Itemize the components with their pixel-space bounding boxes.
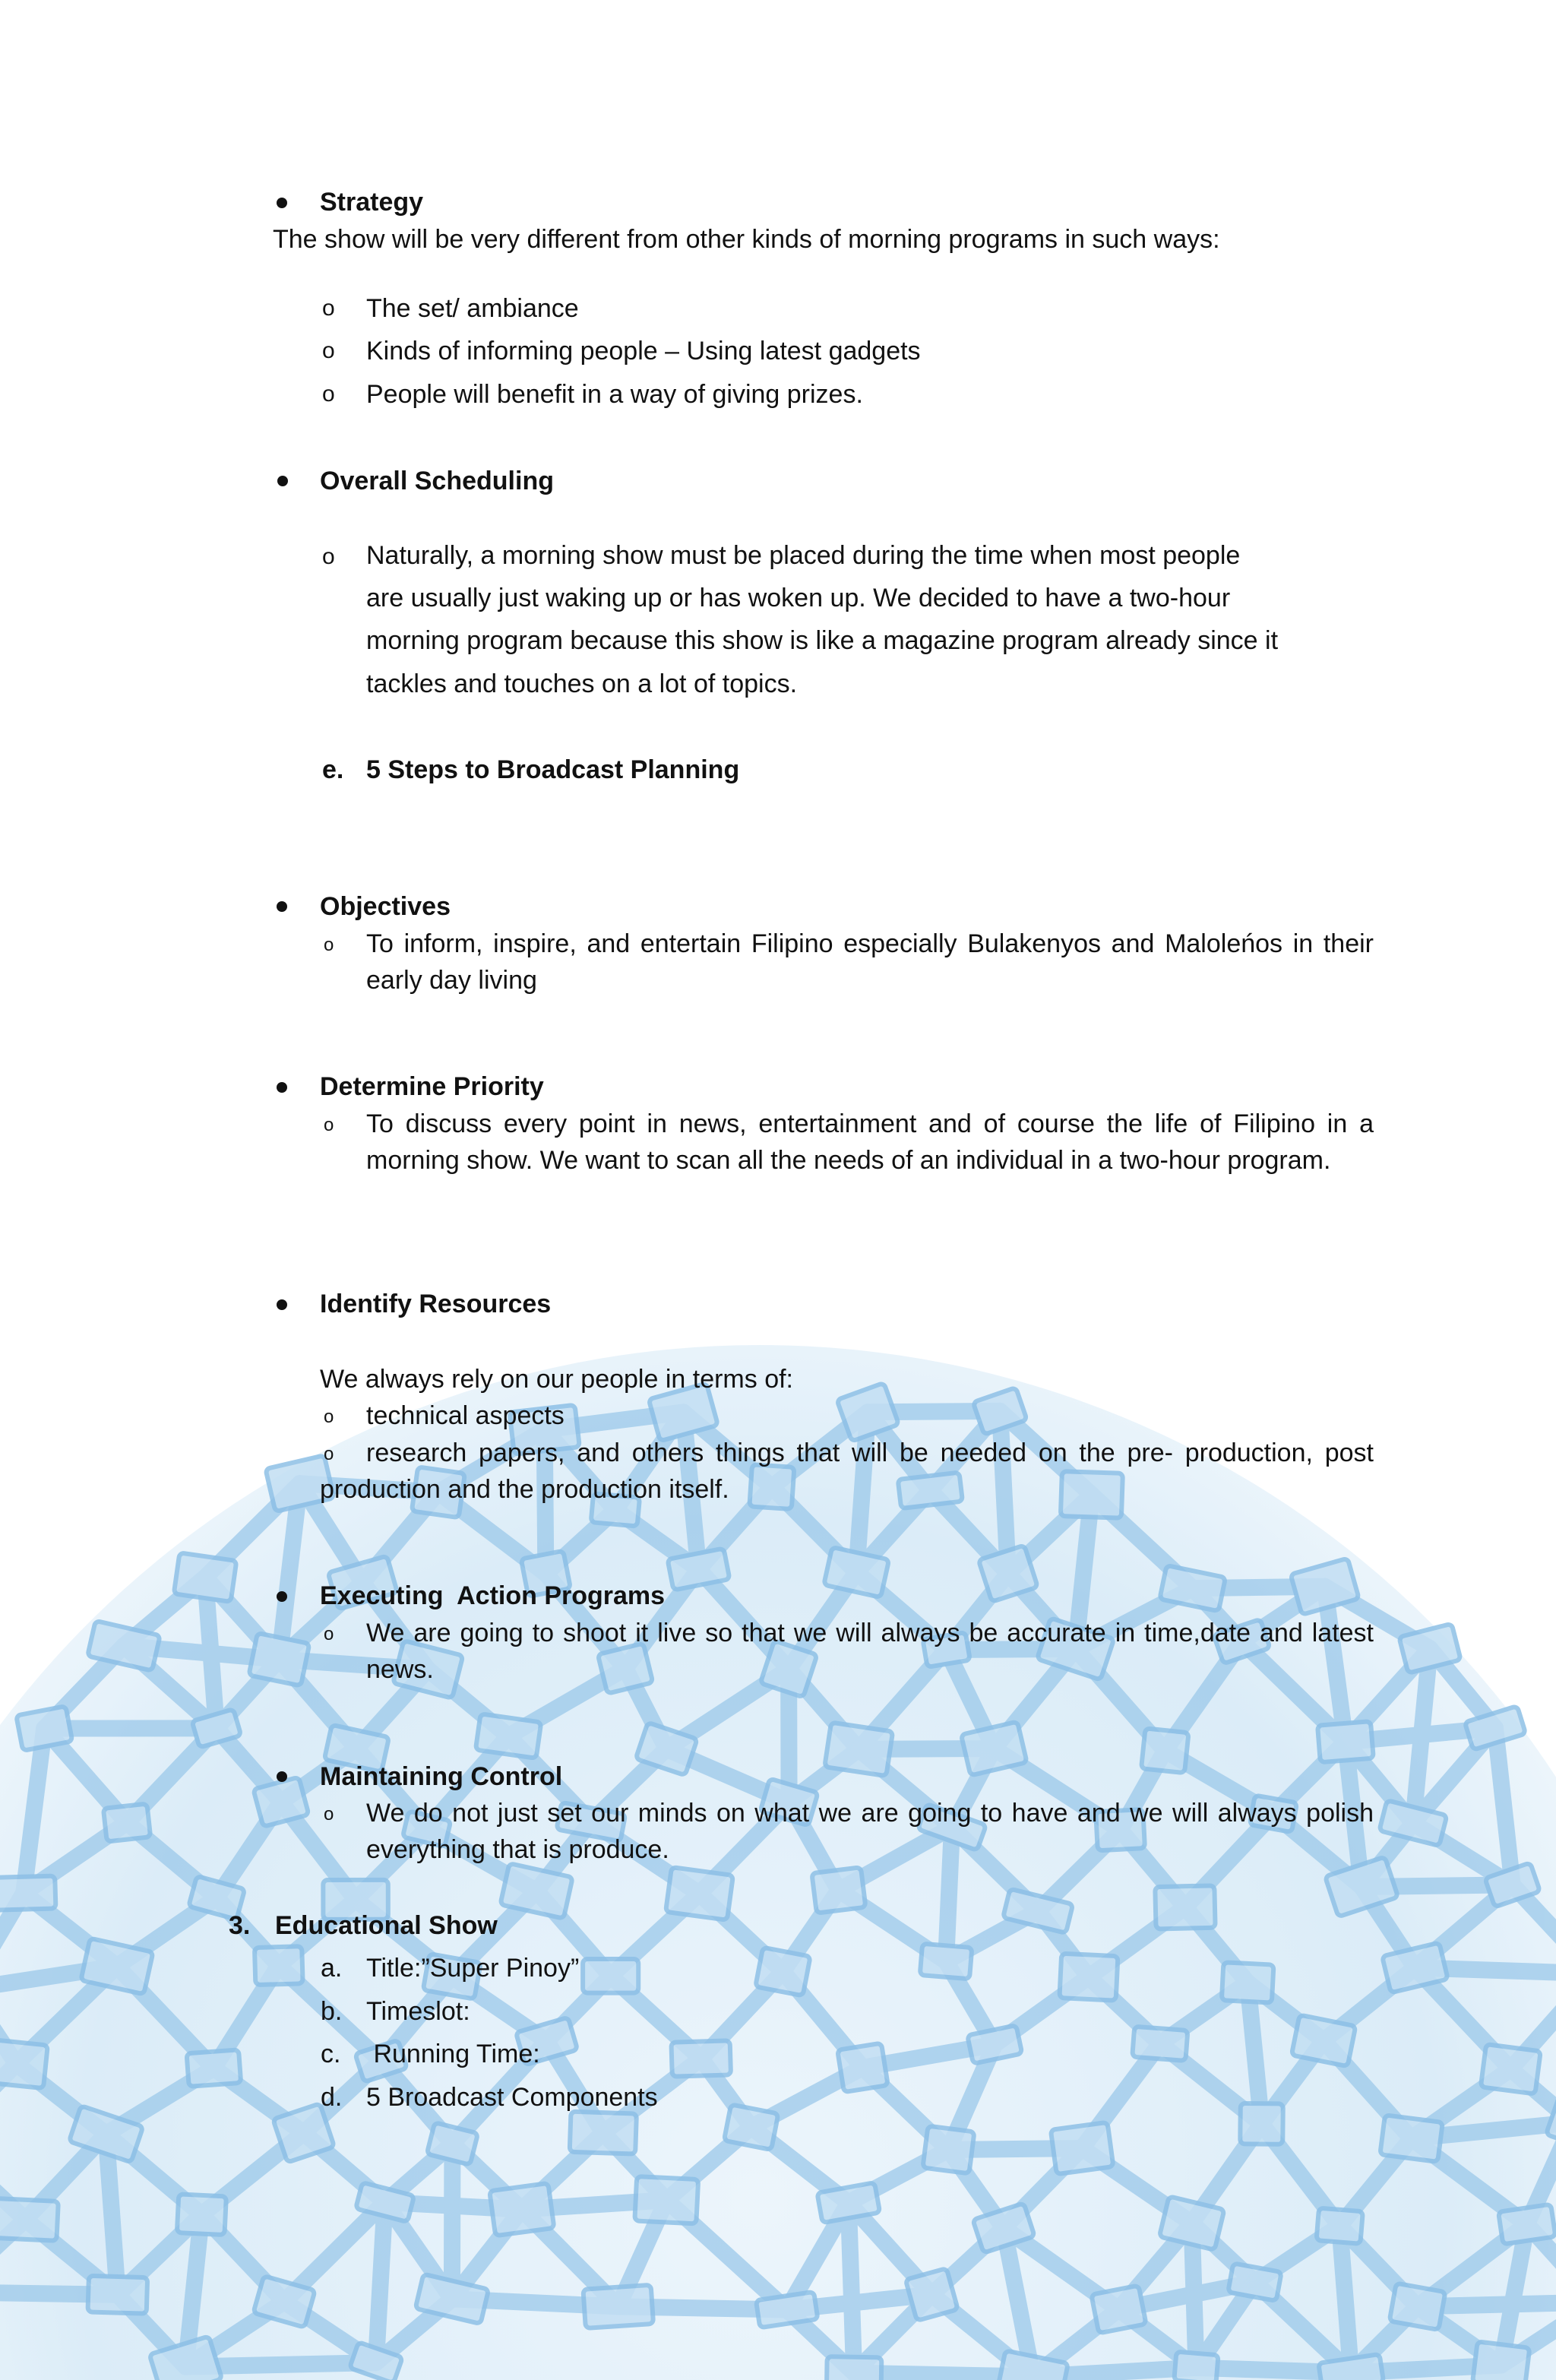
scheduling-line-3: morning program because this show is like a magazine program already since it (366, 626, 1279, 655)
sub-bullet: o (322, 381, 335, 407)
sub-bullet: o (324, 1115, 334, 1135)
resources-intro: We always rely on our people in terms of: (320, 1365, 793, 1394)
sub-bullet: o (322, 544, 335, 569)
educational-item-marker: c. (321, 2040, 341, 2068)
control-heading: Maintaining Control (320, 1762, 563, 1791)
sub-bullet: o (324, 1624, 334, 1644)
bullet-priority (277, 1082, 287, 1093)
scheduling-line-1: Naturally, a morning show must be placed during the time when most people (366, 541, 1241, 570)
educational-item-title: Title:”Super Pinoy” (366, 1954, 580, 1983)
bullet-control (277, 1771, 287, 1782)
bullet-resources (277, 1299, 287, 1310)
priority-heading: Determine Priority (320, 1072, 544, 1101)
bullet-strategy (277, 198, 287, 208)
sub-bullet: o (322, 338, 335, 363)
objectives-heading: Objectives (320, 892, 451, 921)
sub-bullet: o (324, 1804, 334, 1825)
bullet-objectives (277, 901, 287, 912)
strategy-item-1: The set/ ambiance (366, 294, 579, 323)
strategy-intro: The show will be very different from other kinds of morning programs in such ways: (273, 225, 1220, 254)
educational-number: 3. (229, 1911, 251, 1940)
resources-heading: Identify Resources (320, 1290, 552, 1318)
sub-bullet: o (324, 1444, 334, 1464)
educational-heading: Educational Show (275, 1911, 498, 1940)
educational-item-marker: b. (321, 1997, 343, 2026)
strategy-item-3: People will benefit in a way of giving prizes. (366, 380, 863, 409)
bullet-scheduling (277, 476, 288, 486)
executing-heading: Executing Action Programs (320, 1581, 666, 1610)
educational-item-running-time: Running Time: (366, 2040, 540, 2068)
executing-text: We are going to shoot it live so that we will always be accurate in time,date and latest news. (366, 1619, 1374, 1684)
scheduling-heading: Overall Scheduling (320, 467, 554, 495)
educational-item-marker: d. (321, 2083, 343, 2112)
control-text: We do not just set our minds on what we are going to have and we will always polish everything that is produce. (366, 1799, 1374, 1864)
planning-heading: 5 Steps to Broadcast Planning (366, 755, 740, 784)
resources-item-1: technical aspects (366, 1401, 565, 1430)
sub-bullet: o (322, 296, 335, 321)
sub-bullet: o (324, 935, 334, 955)
educational-item-components: 5 Broadcast Components (366, 2083, 658, 2112)
bullet-executing (277, 1591, 287, 1602)
sub-bullet: o (324, 1407, 334, 1427)
objectives-text: To inform, inspire, and entertain Filipino especially Bulakenyos and Maloleńos in their early day living (366, 929, 1374, 995)
scheduling-line-4: tackles and touches on a lot of topics. (366, 669, 798, 698)
planning-marker: e. (322, 755, 344, 784)
priority-text: To discuss every point in news, entertainment and of course the life of Filipino in a morning show. We want to scan all the needs of an individual in a two-hour program. (366, 1109, 1374, 1175)
scheduling-line-2: are usually just waking up or has woken up. We decided to have a two-hour (366, 584, 1231, 612)
strategy-heading: Strategy (320, 188, 424, 217)
educational-item-marker: a. (321, 1954, 343, 1983)
strategy-item-2: Kinds of informing people – Using latest gadgets (366, 337, 921, 366)
resources-item-2: research papers, and others things that will be needed on the pre- production, post production and the production itself. (320, 1438, 1374, 1504)
educational-item-timeslot: Timeslot: (366, 1997, 470, 2026)
